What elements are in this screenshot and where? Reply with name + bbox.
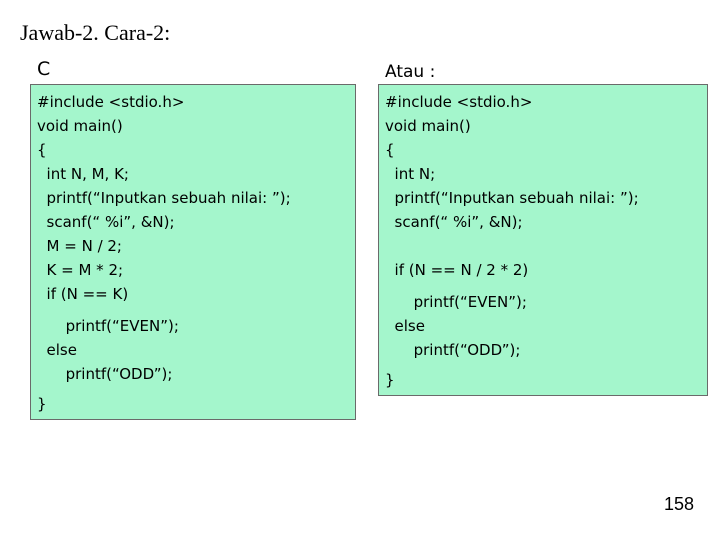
code-line: scanf(“ %i”, &N); [385, 213, 523, 231]
code-line: printf(“ODD”); [385, 341, 521, 359]
code-line: scanf(“ %i”, &N); [37, 213, 175, 231]
right-alternative-label: Atau : [385, 62, 436, 82]
code-line: void main() [385, 117, 471, 135]
left-code-box [30, 84, 356, 420]
code-line: } [385, 371, 395, 389]
code-line: printf(“EVEN”); [37, 317, 179, 335]
code-line: { [385, 141, 395, 159]
left-language-label: C [37, 58, 51, 80]
code-line: M = N / 2; [37, 237, 122, 255]
code-line: #include <stdio.h> [385, 93, 533, 111]
code-line: printf(“ODD”); [37, 365, 173, 383]
code-line: void main() [37, 117, 123, 135]
code-line: } [37, 395, 47, 413]
code-line: #include <stdio.h> [37, 93, 185, 111]
slide-title: Jawab-2. Cara-2: [20, 20, 171, 45]
code-line: printf(“EVEN”); [385, 293, 527, 311]
code-line: printf(“Inputkan sebuah nilai: ”); [37, 189, 291, 207]
code-line: int N; [385, 165, 436, 183]
code-line: else [37, 341, 77, 359]
code-line: printf(“Inputkan sebuah nilai: ”); [385, 189, 639, 207]
code-line: if (N == N / 2 * 2) [385, 261, 529, 279]
code-line: int N, M, K; [37, 165, 129, 183]
slide-number: 158 [663, 494, 694, 514]
code-line: else [385, 317, 425, 335]
code-line: if (N == K) [37, 285, 129, 303]
code-line: K = M * 2; [37, 261, 124, 279]
right-code-box [378, 84, 708, 396]
code-line: { [37, 141, 47, 159]
